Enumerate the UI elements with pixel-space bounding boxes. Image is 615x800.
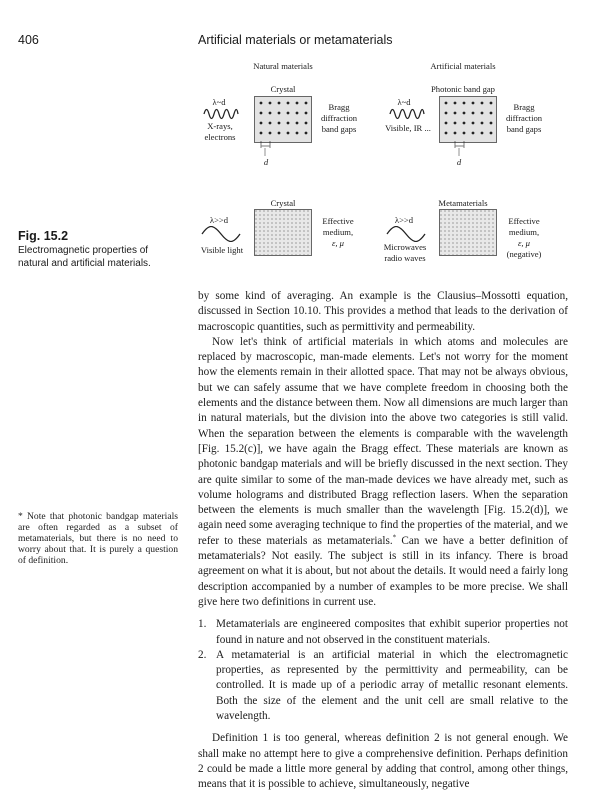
running-title: Artificial materials or metamaterials [198,33,393,47]
panel-a-wavelength: λ~d [212,97,226,107]
side-note: * Note that photonic bandgap materials are often regarded as a subset of metamaterials, but there is no need to worry about that. It is purely a question of definition. [18,511,178,566]
paragraph: Definition 1 is too general, whereas definition 2 is not general enough. We shall make no attempt here to give a comprehensive definition. Perhaps definition 2 could be made a little more general by adding that control, among other things, means that it is possible to achieve, simultaneously, negative [198,732,568,791]
panel-d-wavelength: λ>>d [394,215,414,225]
figure-caption-text: Electromagnetic properties of natural and artificial materials. [18,245,151,269]
page-number: 406 [18,33,39,47]
panel-a-source: X-rays, electrons [204,121,236,142]
panel-b-wavelength: λ~d [397,97,411,107]
photonic-lattice-coarse [439,96,497,158]
footnote-marker: * [392,533,397,542]
natural-materials-heading: Natural materials [253,61,313,71]
artificial-materials-heading: Artificial materials [430,61,496,71]
crystal-lattice-coarse [254,96,312,158]
panel-b-source: Visible, IR ... [385,123,431,133]
panel-d-effect: Effective medium, ε, μ (negative) [506,216,542,259]
long-wave-icon [201,226,241,242]
definition-list [198,617,568,724]
panel-a-effect: Bragg diffraction band gaps [320,102,358,134]
list-item: 1. Metamaterials are engineered composites that exhibit superior properties not found in nature and not observed in the constituent materials. [198,618,568,646]
panel-a-label: Crystal [270,84,296,94]
list-item: 2. A metamaterial is an artificial material in which the electromagnetic properties, as represented by the permittivity and permeability, can be controlled. It is made up of a periodic array of metallic resonant elements. Both the size of the element and the unit cell are small relative to the wavelength. [198,648,568,723]
panel-d-label: Metamaterials [438,198,488,208]
body-text [198,289,568,793]
panel-c-label: Crystal [270,198,296,208]
panel-c-source: Visible light [200,245,244,255]
panel-c-wavelength: λ>>d [209,215,229,225]
crystal-lattice-fine [254,209,312,257]
long-wave-icon [386,226,426,242]
panel-c-effect: Effective medium, ε, μ [322,216,354,248]
wave-icon [203,107,239,121]
paragraph: Now let's think of artificial materials in which atoms and molecules are replaced by macroscopic, man-made elements. Let's not worry for the moment how the elements remain in their allotted space. That may not be always obvious, but we can safely assume that we have complete freedom in choosing both the elements and the distance between them. Now all dimensions are much larger than in natural materials, but the division into the above two categories is still valid. When the separation between the elements is comparable with the wavelength [Fig. 15.2(c)], we have again the Bragg effect. These materials are known as photonic bandgap materials and will be briefly discussed in the next section. They are quite similar to some of the man-made devices we have already met, such as volume holograms and distributed Bragg reflection lasers. When the separation between the elements is much smaller than the wavelength [Fig. 15.2(d)], we again need some averaging technique to find the properties of the material, and we refer to these materials as metamaterials.* Can we have a better definition of metamaterials? Not easily. The subject is still in its infancy. There is broad agreement on what it is about, but not about the details. It would need a fairly long description accompanied by a number of examples to be more precise. We shall give here two definitions in current use. [198,335,568,608]
wave-icon [389,107,425,121]
panel-d-source: Microwaves radio waves [383,242,427,263]
figure-caption-title: Fig. 15.2 [18,229,69,243]
metamaterial-lattice-fine [439,209,497,257]
panel-b-effect: Bragg diffraction band gaps [505,102,543,134]
panel-a-spacing: d [263,157,269,167]
panel-b-spacing: d [456,157,462,167]
panel-b-label: Photonic band gap [431,84,495,94]
paragraph: by some kind of averaging. An example is the Clausius–Mossotti equation, discussed in Section 10.10. This provides a method that leads to the derivation of macroscopic quantities, such as permittivity and permeability. [198,290,568,333]
